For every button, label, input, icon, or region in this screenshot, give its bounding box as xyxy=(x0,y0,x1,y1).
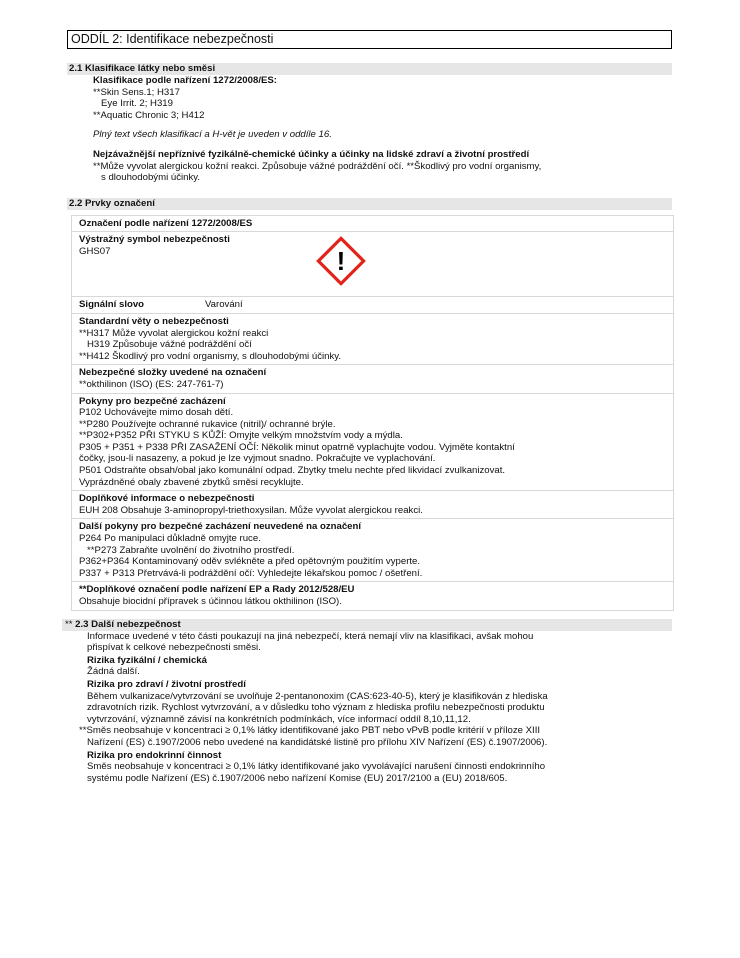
pbt-block xyxy=(67,725,672,748)
subsection-2-3-heading xyxy=(62,619,672,631)
subsection-2-2-heading: 2.2 Prvky označení xyxy=(67,198,672,210)
health-env-risks-text: zdravotních rizik. Rychlost vytvrzování, a v důsledku toho význam z hlediska profilu nebezpečnosti produktu xyxy=(87,702,545,714)
signal-word-value: Varování xyxy=(205,299,243,311)
further-precaution: P264 Po manipulaci důkladně omyjte ruce. xyxy=(79,533,261,545)
endocrine-risks-text: Směs neobsahuje v koncentraci ≥ 0,1% látky identifikované jako vyvolávající narušení činnosti endokrinního xyxy=(87,761,546,773)
label-elements-table xyxy=(71,215,674,611)
classification-item: **Aquatic Chronic 3; H412 xyxy=(93,109,205,121)
classification-block xyxy=(67,75,672,184)
precautionary-statement: **P302+P352 PŘI STYKU S KŮŽÍ: Omyjte velkým množstvím vody a mýdla. xyxy=(79,430,403,442)
hazardous-components-row xyxy=(72,364,673,392)
signal-word-row xyxy=(72,296,673,313)
hazardous-components-value: **okthilinon (ISO) (ES: 247-761-7) xyxy=(79,378,224,390)
ghs07-exclamation-icon xyxy=(315,235,367,287)
supplementary-info-value: EUH 208 Obsahuje 3-aminopropyl-triethoxysilan. Může vyvolat alergickou reakci. xyxy=(79,504,423,516)
health-env-risks-text: Během vulkanizace/vytvrzování se uvolňuje 2-pentanonoxim (CAS:623-40-5), který je klasifikován z hlediska xyxy=(87,690,548,702)
phys-chem-risks-value: Žádná další. xyxy=(87,666,140,678)
hazard-statements-row xyxy=(72,313,673,364)
label-regulation: Označení podle nařízení 1272/2008/ES xyxy=(79,217,253,229)
phys-chem-risks-label: Rizika fyzikální / chemická xyxy=(87,654,207,666)
subsection-2-1-heading: 2.1 Klasifikace látky nebo směsi xyxy=(67,63,672,75)
sds-page xyxy=(67,30,672,784)
precautionary-statement: P102 Uchovávejte mimo dosah dětí. xyxy=(79,407,234,419)
other-hazards-intro: Informace uvedené v této části poukazují na jiná nebezpečí, která nemají vliv na klasifikaci, avšak mohou xyxy=(87,630,534,642)
classification-label: Klasifikace podle nařízení 1272/2008/ES: xyxy=(93,75,277,86)
classification-item: Eye Irrit. 2; H319 xyxy=(101,98,173,110)
supplementary-info-label: Doplňkové informace o nebezpečnosti xyxy=(79,493,255,505)
hazard-statement: **H412 Škodlivý pro vodní organismy, s dlouhodobými účinky. xyxy=(79,350,342,362)
pbt-statement: Nařízení (ES) č.1907/2006 nebo uvedené na kandidátské listině pro přílohu XIV Nařízení (ES) č.1907/2006). xyxy=(87,736,548,748)
precautionary-statement: Vyprázdněné obaly zbavené zbytků směsi recyklujte. xyxy=(79,476,304,488)
endocrine-risks-label: Rizika pro endokrinní činnost xyxy=(87,749,222,761)
other-hazards-block xyxy=(67,631,672,726)
hazard-statement: **H317 Může vyvolat alergickou kožní reakci xyxy=(79,327,269,339)
changed-marker: ** xyxy=(65,618,73,630)
further-precautions-label: Další pokyny pro bezpečné zacházení neuvedené na označení xyxy=(79,521,362,533)
precautionary-row xyxy=(72,393,673,491)
precautionary-statement: čočky, jsou-li nasazeny, a pokud je lze vyjmout snadno. Pokračujte ve vyplachování. xyxy=(79,453,436,465)
eu-labelling-value: Obsahuje biocidní přípravek s účinnou látkou okthilinon (ISO). xyxy=(79,596,342,607)
other-hazards-intro: přispívat k celkové nebezpečnosti směsi. xyxy=(87,642,261,654)
endocrine-risks-text: systému podle Nařízení (ES) č.1907/2006 nebo nařízení Komise (EU) 2017/2100 a (EU) 2018/605. xyxy=(87,772,508,784)
section-title: ODDÍL 2: Identifikace nebezpečnosti xyxy=(67,30,672,49)
further-precaution: P362+P364 Kontaminovaný oděv svlékněte a před opětovným použitím vyperte. xyxy=(79,556,421,568)
adverse-effects-text: **Může vyvolat alergickou kožní reakci. Způsobuje vážné podráždění očí. **Škodlivý pro vodní organismy, xyxy=(93,160,542,172)
further-precaution: **P273 Zabraňte uvolnění do životního prostředí. xyxy=(87,544,295,556)
pictogram-mark: ! xyxy=(336,246,346,277)
eu-labelling-label: **Doplňkové označení podle nařízení EP a Rady 2012/528/EU xyxy=(79,584,355,596)
adverse-effects-text: s dlouhodobými účinky. xyxy=(101,172,201,184)
classification-item: **Skin Sens.1; H317 xyxy=(93,86,180,98)
health-env-risks-text: vytvrzování, významně závisí na konkrétních podmínkách, více informací oddíl 8,10,11,12. xyxy=(87,713,471,725)
pbt-statement: **Směs neobsahuje v koncentraci ≥ 0,1% látky identifikované jako PBT nebo vPvB podle kritérií v příloze XIII xyxy=(79,725,541,737)
supplementary-info-row xyxy=(72,490,673,518)
precautionary-statement: P501 Odstraňte obsah/obal jako komunální odpad. Zbytky tmelu nechte před likvidací zvulkanizovat. xyxy=(79,465,506,477)
subsection-2-3-title: 2.3 Další nebezpečnost xyxy=(75,618,181,630)
hazardous-components-label: Nebezpečné složky uvedené na označení xyxy=(79,367,267,379)
further-precautions-row xyxy=(72,518,673,581)
precautionary-statement: P305 + P351 + P338 PŘI ZASAŽENÍ OČÍ: Několik minut opatrně vyplachujte vodou. Vyjměte kontaktní xyxy=(79,441,515,453)
adverse-effects-label: Nejzávažnější nepříznivé fyzikálně-chemické účinky a účinky na lidské zdraví a životní prostředí xyxy=(93,148,530,160)
signal-word-label: Signální slovo xyxy=(79,299,145,311)
full-text-note: Plný text všech klasifikací a H-vět je uveden v oddíle 16. xyxy=(93,129,332,141)
precautionary-label: Pokyny pro bezpečné zacházení xyxy=(79,395,226,407)
further-precaution: P337 + P313 Přetrvává-li podráždění očí: Vyhledejte lékařskou pomoc / ošetření. xyxy=(79,567,423,579)
endocrine-block xyxy=(67,750,672,785)
precautionary-statement: **P280 Používejte ochranné rukavice (nitril)/ ochranné brýle. xyxy=(79,418,336,430)
hazard-symbol-row xyxy=(72,231,673,296)
hazard-symbol-label: Výstražný symbol nebezpečnosti xyxy=(79,234,230,246)
hazard-statement: H319 Způsobuje vážné podráždění očí xyxy=(87,339,252,351)
eu-labelling-row xyxy=(72,581,673,609)
hazard-symbol-code: GHS07 xyxy=(79,245,111,257)
hazard-statements-label: Standardní věty o nebezpečnosti xyxy=(79,315,229,327)
health-env-risks-label: Rizika pro zdraví / životní prostředí xyxy=(87,678,246,690)
